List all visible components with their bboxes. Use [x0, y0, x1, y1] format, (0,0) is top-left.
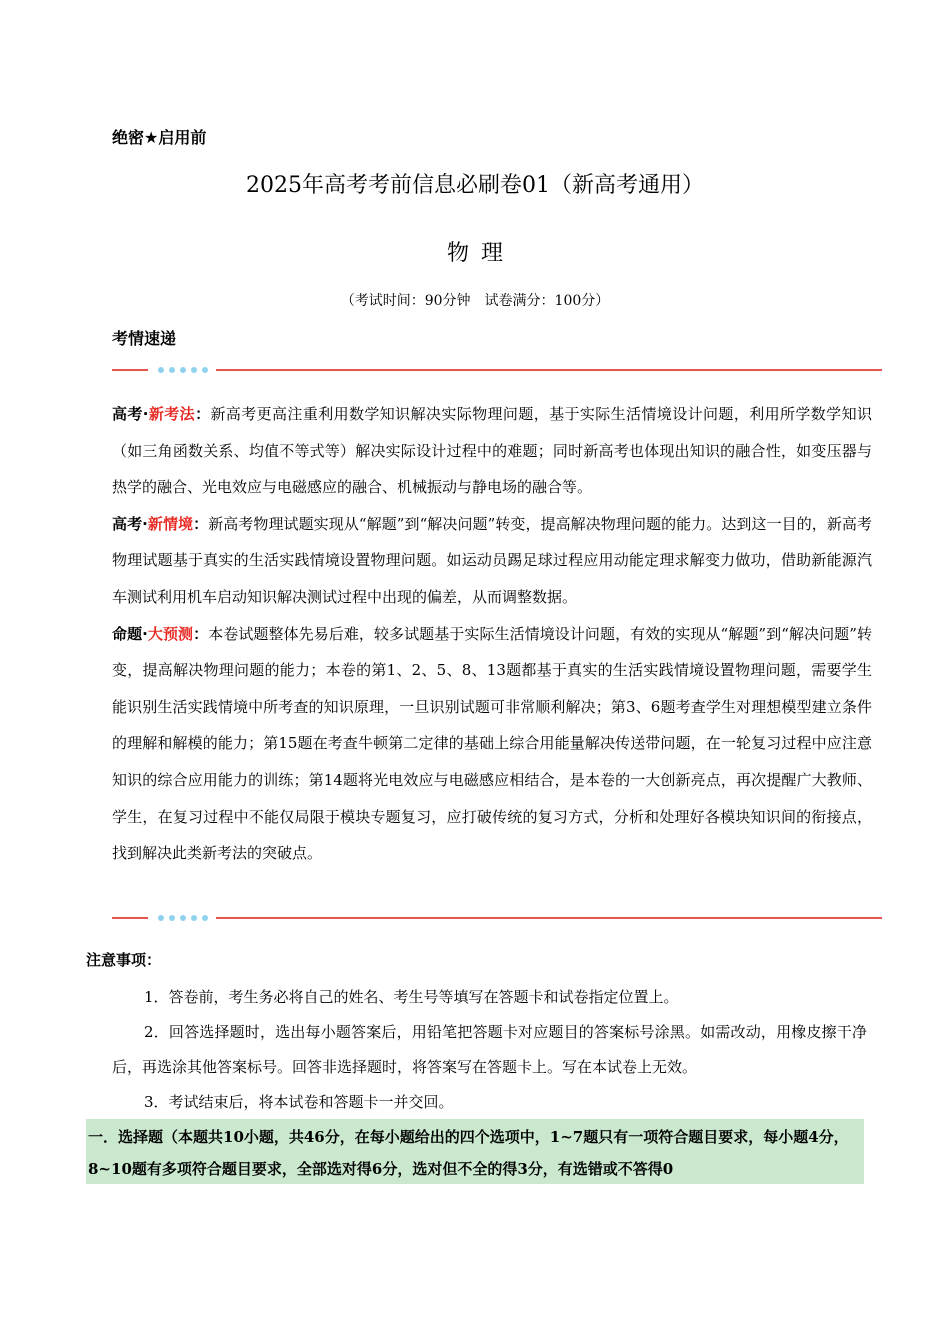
paragraph-lead-highlight: 新考法: [148, 405, 196, 423]
divider-dot: [180, 915, 186, 921]
paragraph-lead-highlight: 新情境: [147, 514, 194, 533]
paragraph-lead-label: 高考·: [112, 405, 149, 423]
overview-paragraph-new-context: [112, 506, 872, 616]
notices-heading: 注意事项：: [86, 951, 162, 969]
subject-title: 物理: [446, 241, 515, 266]
overview-paragraph-new-method: [112, 396, 872, 506]
paragraph-lead-highlight: 大预测: [147, 624, 194, 643]
divider-line-left: [112, 369, 148, 371]
divider-dots: [158, 914, 208, 922]
overview-paragraph-prediction: [112, 616, 872, 872]
divider-dot: [180, 367, 186, 373]
divider-dot: [158, 915, 164, 921]
divider-dot: [191, 367, 197, 373]
divider-dot: [191, 915, 197, 921]
paragraph-text: 新高考更高注重利用数学知识解决实际物理问题，基于实际生活情境设计问题，利用所学数学知识（如三角函数关系、均值不等式等）解决实际设计过程中的难题；同时新高考也体现出知识的融合性，如变压器与热学的融合、光电效应与电磁感应的融合、机械振动与静电场的融合等。: [112, 405, 872, 497]
paragraph-lead-label: 高考·: [112, 514, 148, 533]
notice-item: 1．答卷前，考生务必将自己的姓名、考生号等填写在答题卡和试卷指定位置上。: [144, 988, 679, 1006]
paper-title: 2025年高考考前信息必刷卷01（新高考通用）: [246, 173, 704, 198]
bottom-divider: [112, 912, 882, 924]
exam-time-and-score: （考试时间：90分钟 试卷满分：100分）: [340, 293, 610, 309]
divider-line-right: [216, 917, 882, 919]
divider-dot: [158, 367, 164, 373]
divider-line-left: [112, 917, 148, 919]
divider-dot: [202, 367, 208, 373]
exam-overview-body: [112, 396, 872, 872]
notice-item: 2．回答选择题时，选出每小题答案后，用铅笔把答题卡对应题目的答案标号涂黑。如需改动，用橡皮擦干净后，再选涂其他答案标号。回答非选择题时，将答案写在答题卡上。写在本试卷上无效。: [112, 1023, 867, 1076]
confidential-label: 绝密★启用前: [112, 128, 207, 147]
divider-dots: [158, 366, 208, 374]
section-one-instructions: 一．选择题（本题共10小题，共46分，在每小题给出的四个选项中，1~7题只有一项符合题目要求，每小题4分，8~10题有多项符合题目要求，全部选对得6分，选对但不全的得3分，有选错或不答得0: [86, 1119, 864, 1184]
paragraph-lead-label: 命题·: [112, 624, 148, 643]
notice-item: 3．考试结束后，将本试卷和答题卡一并交回。: [144, 1093, 454, 1111]
paragraph-lead-colon: ：: [195, 405, 211, 423]
exam-overview-heading: 考情速递: [112, 329, 177, 348]
divider-dot: [169, 915, 175, 921]
top-divider: [112, 364, 882, 376]
divider-line-right: [216, 369, 882, 371]
paragraph-text: 本卷试题整体先易后难，较多试题基于实际生活情境设计问题，有效的实现从“解题”到“解决问题”转变，提高解决物理问题的能力；本卷的第1、2、5、8、13题都基于真实的生活实践情境设置物理问题，需要学生能识别生活实践情境中所考查的知识原理，一旦识别试题可非常顺利解决；第3、6题考查学生对理想模型建立条件的理解和解模的能力；第15题在考查牛顿第二定律的基础上综合用能量解决传送带问题，在一轮复习过程中应注意知识的综合应用能力的训练；第14题将光电效应与电磁感应相结合，是本卷的一大创新亮点，再次提醒广大教师、学生，在复习过程中不能仅局限于模块专题复习，应打破传统的复习方式，分析和处理好各模块知识间的衔接点，找到解决此类新考法的突破点。: [112, 624, 872, 863]
divider-dot: [169, 367, 175, 373]
paragraph-text: 新高考物理试题实现从“解题”到“解决问题”转变，提高解决物理问题的能力。达到这一目的，新高考物理试题基于真实的生活实践情境设置物理问题。如运动员踢足球过程应用动能定理求解变力做功，借助新能源汽车测试利用机车启动知识解决测试过程中出现的偏差，从而调整数据。: [112, 514, 872, 606]
notices-list: [112, 980, 867, 1120]
paragraph-lead-colon: ：: [193, 514, 209, 533]
paragraph-lead-colon: ：: [193, 624, 209, 643]
divider-dot: [202, 915, 208, 921]
